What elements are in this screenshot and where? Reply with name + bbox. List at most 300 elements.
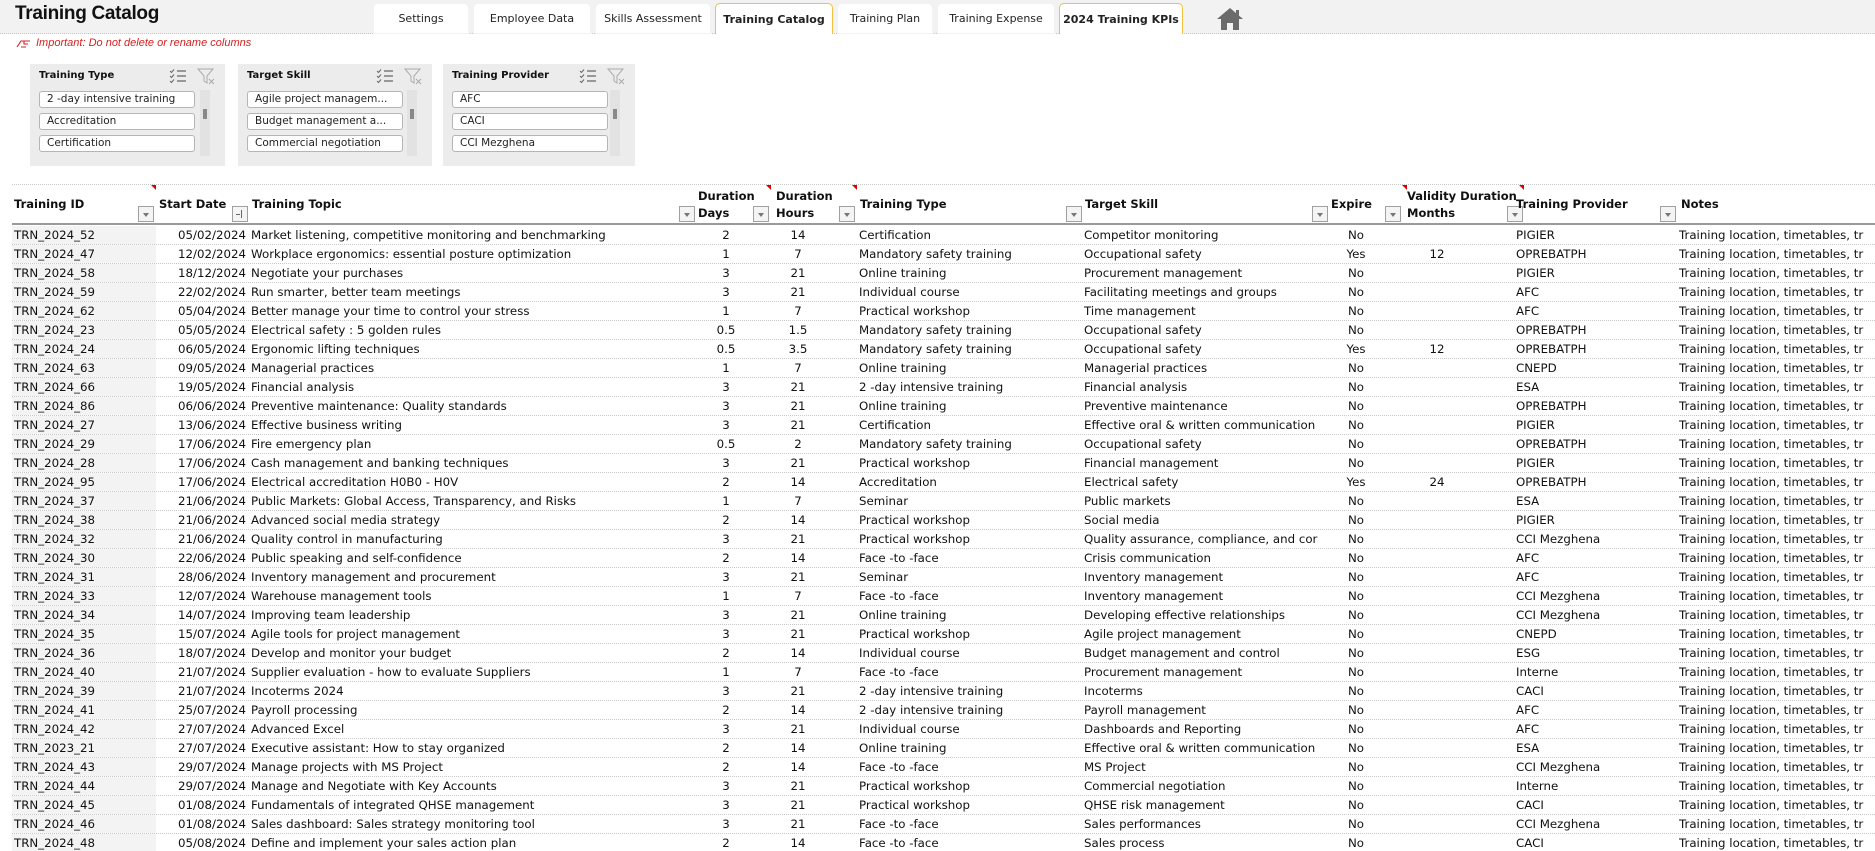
cell-duration-hours[interactable]: 7 [794, 589, 802, 603]
cell-training-topic[interactable]: Manage projects with MS Project [251, 760, 444, 774]
cell-training-id[interactable]: TRN_2024_42 [14, 722, 96, 736]
cell-training-provider[interactable]: AFC [1516, 722, 1540, 736]
cell-training-provider[interactable]: CCI Mezghena [1516, 589, 1601, 603]
cell-training-id[interactable]: TRN_2024_31 [14, 570, 96, 584]
tab-training-plan[interactable]: Training Plan [837, 3, 933, 34]
cell-training-type[interactable]: Online training [859, 361, 947, 375]
cell-duration-days[interactable]: 1 [722, 304, 730, 318]
cell-duration-days[interactable]: 3 [722, 817, 730, 831]
cell-validity-months[interactable]: 12 [1429, 247, 1445, 261]
cell-training-id[interactable]: TRN_2024_43 [14, 760, 96, 774]
cell-notes[interactable]: Training location, timetables, tr [1679, 608, 1864, 622]
cell-training-id[interactable]: TRN_2023_21 [14, 741, 96, 755]
cell-expire[interactable]: No [1347, 665, 1365, 679]
cell-training-topic[interactable]: Electrical safety : 5 golden rules [251, 323, 442, 337]
cell-duration-hours[interactable]: 2 [794, 437, 802, 451]
cell-training-topic[interactable]: Managerial practices [251, 361, 375, 375]
cell-start-date[interactable]: 22/02/2024 [178, 285, 246, 299]
cell-duration-hours[interactable]: 1.5 [788, 323, 808, 337]
cell-duration-hours[interactable]: 14 [790, 836, 806, 850]
cell-expire[interactable]: No [1347, 551, 1365, 565]
cell-start-date[interactable]: 17/06/2024 [178, 475, 246, 489]
cell-training-id[interactable]: TRN_2024_58 [14, 266, 96, 280]
cell-training-topic[interactable]: Inventory management and procurement [251, 570, 496, 584]
multi-select-button[interactable] [376, 68, 394, 86]
tab-training-expense[interactable]: Training Expense [937, 3, 1055, 34]
cell-training-topic[interactable]: Run smarter, better team meetings [251, 285, 461, 299]
cell-training-id[interactable]: TRN_2024_66 [14, 380, 96, 394]
cell-notes[interactable]: Training location, timetables, tr [1679, 703, 1864, 717]
table-row[interactable] [12, 796, 1875, 815]
cell-training-id[interactable]: TRN_2024_36 [14, 646, 96, 660]
cell-training-type[interactable]: Practical workshop [859, 456, 970, 470]
cell-training-type[interactable]: Practical workshop [859, 513, 970, 527]
cell-duration-days[interactable]: 2 [722, 228, 730, 242]
cell-notes[interactable]: Training location, timetables, tr [1679, 399, 1864, 413]
cell-training-provider[interactable]: PIGIER [1516, 418, 1555, 432]
cell-expire[interactable]: No [1347, 418, 1365, 432]
cell-duration-days[interactable]: 3 [722, 608, 730, 622]
tab-employee-data[interactable]: Employee Data [473, 3, 591, 34]
cell-start-date[interactable]: 12/02/2024 [178, 247, 246, 261]
home-button[interactable] [1215, 7, 1245, 31]
cell-target-skill[interactable]: Procurement management [1084, 266, 1243, 280]
cell-start-date[interactable]: 19/05/2024 [178, 380, 246, 394]
cell-duration-days[interactable]: 2 [722, 703, 730, 717]
cell-notes[interactable]: Training location, timetables, tr [1679, 627, 1864, 641]
cell-duration-days[interactable]: 3 [722, 456, 730, 470]
cell-start-date[interactable]: 28/06/2024 [178, 570, 246, 584]
cell-training-topic[interactable]: Electrical accreditation H0B0 - H0V [251, 475, 459, 489]
cell-training-topic[interactable]: Supplier evaluation - how to evaluate Suppliers [251, 665, 531, 679]
table-row[interactable] [12, 606, 1875, 625]
cell-target-skill[interactable]: Agile project management [1084, 627, 1241, 641]
cell-expire[interactable]: No [1347, 703, 1365, 717]
filter-dropdown-duration-days[interactable] [753, 206, 769, 222]
cell-expire[interactable]: No [1347, 437, 1365, 451]
cell-start-date[interactable]: 14/07/2024 [178, 608, 246, 622]
cell-start-date[interactable]: 27/07/2024 [178, 741, 246, 755]
cell-target-skill[interactable]: Occupational safety [1084, 342, 1202, 356]
cell-notes[interactable]: Training location, timetables, tr [1679, 285, 1864, 299]
cell-duration-days[interactable]: 1 [722, 665, 730, 679]
cell-expire[interactable]: No [1347, 589, 1365, 603]
table-row[interactable] [12, 568, 1875, 587]
cell-start-date[interactable]: 13/06/2024 [178, 418, 246, 432]
cell-training-provider[interactable]: CACI [1516, 684, 1544, 698]
cell-training-provider[interactable]: Interne [1516, 665, 1559, 679]
cell-training-type[interactable]: Online training [859, 399, 947, 413]
cell-training-provider[interactable]: ESA [1516, 494, 1540, 508]
table-row[interactable] [12, 340, 1875, 359]
cell-duration-days[interactable]: 3 [722, 418, 730, 432]
cell-start-date[interactable]: 09/05/2024 [178, 361, 246, 375]
table-row[interactable] [12, 264, 1875, 283]
cell-duration-hours[interactable]: 14 [790, 228, 806, 242]
cell-training-provider[interactable]: ESA [1516, 380, 1540, 394]
cell-start-date[interactable]: 15/07/2024 [178, 627, 246, 641]
cell-training-id[interactable]: TRN_2024_27 [14, 418, 96, 432]
cell-target-skill[interactable]: Dashboards and Reporting [1084, 722, 1242, 736]
cell-training-topic[interactable]: Preventive maintenance: Quality standards [251, 399, 507, 413]
cell-expire[interactable]: No [1347, 361, 1365, 375]
cell-duration-hours[interactable]: 21 [790, 399, 806, 413]
cell-duration-hours[interactable]: 14 [790, 760, 806, 774]
cell-start-date[interactable]: 25/07/2024 [178, 703, 246, 717]
cell-target-skill[interactable]: Inventory management [1084, 589, 1224, 603]
cell-duration-days[interactable]: 3 [722, 722, 730, 736]
cell-training-id[interactable]: TRN_2024_28 [14, 456, 96, 470]
slicer-scroll-thumb[interactable] [613, 109, 617, 119]
cell-target-skill[interactable]: Occupational safety [1084, 323, 1202, 337]
cell-training-id[interactable]: TRN_2024_35 [14, 627, 96, 641]
cell-training-id[interactable]: TRN_2024_29 [14, 437, 96, 451]
cell-duration-days[interactable]: 3 [722, 684, 730, 698]
cell-target-skill[interactable]: Payroll management [1084, 703, 1206, 717]
filter-dropdown-target-skill[interactable] [1312, 206, 1328, 222]
table-row[interactable] [12, 549, 1875, 568]
cell-training-id[interactable]: TRN_2024_63 [14, 361, 96, 375]
cell-duration-days[interactable]: 3 [722, 285, 730, 299]
cell-start-date[interactable]: 21/06/2024 [178, 513, 246, 527]
cell-expire[interactable]: No [1347, 380, 1365, 394]
cell-start-date[interactable]: 29/07/2024 [178, 779, 246, 793]
tab-settings[interactable]: Settings [373, 3, 469, 34]
cell-duration-days[interactable]: 0.5 [716, 437, 736, 451]
cell-expire[interactable]: No [1347, 513, 1365, 527]
cell-training-topic[interactable]: Develop and monitor your budget [251, 646, 452, 660]
cell-target-skill[interactable]: Financial management [1084, 456, 1219, 470]
cell-training-provider[interactable]: AFC [1516, 304, 1540, 318]
cell-duration-hours[interactable]: 21 [790, 722, 806, 736]
slicer-item[interactable]: 2 -day intensive training [39, 91, 195, 108]
cell-expire[interactable]: No [1347, 798, 1365, 812]
cell-notes[interactable]: Training location, timetables, tr [1679, 551, 1864, 565]
cell-duration-days[interactable]: 2 [722, 836, 730, 850]
filter-dropdown-training-topic[interactable] [679, 206, 695, 222]
cell-duration-days[interactable]: 0.5 [716, 323, 736, 337]
cell-validity-months[interactable]: 12 [1429, 342, 1445, 356]
table-row[interactable] [12, 416, 1875, 435]
cell-training-type[interactable]: Seminar [859, 570, 909, 584]
cell-start-date[interactable]: 05/08/2024 [178, 836, 246, 850]
cell-training-provider[interactable]: CCI Mezghena [1516, 532, 1601, 546]
cell-notes[interactable]: Training location, timetables, tr [1679, 380, 1864, 394]
cell-target-skill[interactable]: Effective oral & written communication [1084, 418, 1316, 432]
cell-target-skill[interactable]: Sales performances [1084, 817, 1201, 831]
slicer-item[interactable]: Agile project managem... [247, 91, 403, 108]
cell-training-topic[interactable]: Payroll processing [251, 703, 358, 717]
cell-training-topic[interactable]: Better manage your time to control your stress [251, 304, 530, 318]
cell-expire[interactable]: No [1347, 570, 1365, 584]
cell-target-skill[interactable]: Quality assurance, compliance, and cor [1084, 532, 1318, 546]
cell-duration-days[interactable]: 2 [722, 513, 730, 527]
cell-duration-days[interactable]: 2 [722, 760, 730, 774]
cell-notes[interactable]: Training location, timetables, tr [1679, 836, 1864, 850]
cell-training-type[interactable]: Face -to -face [859, 760, 939, 774]
cell-duration-hours[interactable]: 14 [790, 475, 806, 489]
cell-start-date[interactable]: 06/06/2024 [178, 399, 246, 413]
multi-select-button[interactable] [169, 68, 187, 86]
cell-expire[interactable]: Yes [1346, 475, 1366, 489]
table-row[interactable] [12, 587, 1875, 606]
cell-start-date[interactable]: 22/06/2024 [178, 551, 246, 565]
slicer-item[interactable]: Certification [39, 135, 195, 152]
cell-training-type[interactable]: 2 -day intensive training [859, 703, 1004, 717]
cell-training-provider[interactable]: Interne [1516, 779, 1559, 793]
cell-training-topic[interactable]: Advanced social media strategy [251, 513, 441, 527]
table-row[interactable] [12, 625, 1875, 644]
cell-training-provider[interactable]: CCI Mezghena [1516, 760, 1601, 774]
cell-duration-days[interactable]: 3 [722, 627, 730, 641]
cell-expire[interactable]: Yes [1346, 342, 1366, 356]
cell-duration-hours[interactable]: 21 [790, 817, 806, 831]
cell-training-type[interactable]: Practical workshop [859, 304, 970, 318]
cell-training-type[interactable]: Certification [859, 228, 931, 242]
cell-notes[interactable]: Training location, timetables, tr [1679, 361, 1864, 375]
tab-2024-training-kpis[interactable]: 2024 Training KPIs [1059, 3, 1183, 34]
cell-target-skill[interactable]: Electrical safety [1084, 475, 1179, 489]
cell-training-provider[interactable]: PIGIER [1516, 513, 1555, 527]
cell-duration-hours[interactable]: 14 [790, 741, 806, 755]
cell-expire[interactable]: Yes [1346, 247, 1366, 261]
cell-duration-days[interactable]: 1 [722, 589, 730, 603]
cell-training-topic[interactable]: Fire emergency plan [251, 437, 372, 451]
cell-training-id[interactable]: TRN_2024_52 [14, 228, 96, 242]
cell-duration-hours[interactable]: 21 [790, 456, 806, 470]
cell-target-skill[interactable]: Occupational safety [1084, 247, 1202, 261]
cell-training-type[interactable]: Seminar [859, 494, 909, 508]
cell-training-topic[interactable]: Fundamentals of integrated QHSE management [251, 798, 535, 812]
cell-training-provider[interactable]: CCI Mezghena [1516, 817, 1601, 831]
slicer-item[interactable]: CACI [452, 113, 608, 130]
cell-training-provider[interactable]: OPREBATPH [1516, 342, 1587, 356]
table-row[interactable] [12, 397, 1875, 416]
cell-duration-hours[interactable]: 7 [794, 361, 802, 375]
cell-notes[interactable]: Training location, timetables, tr [1679, 228, 1864, 242]
cell-notes[interactable]: Training location, timetables, tr [1679, 570, 1864, 584]
cell-expire[interactable]: No [1347, 532, 1365, 546]
cell-training-provider[interactable]: CCI Mezghena [1516, 608, 1601, 622]
table-row[interactable] [12, 511, 1875, 530]
cell-expire[interactable]: No [1347, 304, 1365, 318]
cell-target-skill[interactable]: Sales process [1084, 836, 1165, 850]
cell-expire[interactable]: No [1347, 646, 1365, 660]
cell-training-provider[interactable]: OPREBATPH [1516, 399, 1587, 413]
cell-duration-hours[interactable]: 7 [794, 665, 802, 679]
table-row[interactable] [12, 644, 1875, 663]
cell-duration-days[interactable]: 2 [722, 551, 730, 565]
cell-duration-hours[interactable]: 14 [790, 646, 806, 660]
slicer-scroll-thumb[interactable] [410, 109, 414, 119]
cell-duration-hours[interactable]: 14 [790, 551, 806, 565]
cell-duration-hours[interactable]: 7 [794, 247, 802, 261]
cell-duration-days[interactable]: 3 [722, 570, 730, 584]
cell-duration-hours[interactable]: 21 [790, 627, 806, 641]
table-row[interactable] [12, 321, 1875, 340]
cell-training-provider[interactable]: AFC [1516, 285, 1540, 299]
filter-dropdown-training-provider[interactable] [1660, 206, 1676, 222]
cell-training-provider[interactable]: OPREBATPH [1516, 323, 1587, 337]
cell-expire[interactable]: No [1347, 399, 1365, 413]
table-row[interactable] [12, 454, 1875, 473]
cell-expire[interactable]: No [1347, 760, 1365, 774]
cell-duration-hours[interactable]: 21 [790, 779, 806, 793]
cell-duration-hours[interactable]: 21 [790, 285, 806, 299]
cell-target-skill[interactable]: QHSE risk management [1084, 798, 1225, 812]
slicer-scrollbar[interactable] [200, 90, 210, 156]
cell-training-provider[interactable]: ESA [1516, 741, 1540, 755]
cell-start-date[interactable]: 29/07/2024 [178, 760, 246, 774]
cell-training-id[interactable]: TRN_2024_38 [14, 513, 96, 527]
cell-training-provider[interactable]: ESG [1516, 646, 1541, 660]
cell-start-date[interactable]: 06/05/2024 [178, 342, 246, 356]
cell-notes[interactable]: Training location, timetables, tr [1679, 456, 1864, 470]
table-row[interactable] [12, 302, 1875, 321]
cell-start-date[interactable]: 27/07/2024 [178, 722, 246, 736]
cell-training-type[interactable]: Individual course [859, 722, 960, 736]
cell-target-skill[interactable]: Preventive maintenance [1084, 399, 1228, 413]
cell-training-provider[interactable]: OPREBATPH [1516, 475, 1587, 489]
cell-training-type[interactable]: Mandatory safety training [859, 437, 1012, 451]
cell-notes[interactable]: Training location, timetables, tr [1679, 665, 1864, 679]
cell-duration-days[interactable]: 3 [722, 532, 730, 546]
cell-training-provider[interactable]: AFC [1516, 703, 1540, 717]
cell-expire[interactable]: No [1347, 836, 1365, 850]
cell-training-type[interactable]: Individual course [859, 285, 960, 299]
cell-training-provider[interactable]: AFC [1516, 551, 1540, 565]
cell-training-topic[interactable]: Workplace ergonomics: essential posture optimization [251, 247, 572, 261]
table-row[interactable] [12, 359, 1875, 378]
cell-expire[interactable]: No [1347, 608, 1365, 622]
cell-training-provider[interactable]: CACI [1516, 798, 1544, 812]
cell-training-type[interactable]: Practical workshop [859, 532, 970, 546]
cell-training-id[interactable]: TRN_2024_30 [14, 551, 96, 565]
cell-notes[interactable]: Training location, timetables, tr [1679, 817, 1864, 831]
cell-notes[interactable]: Training location, timetables, tr [1679, 475, 1864, 489]
cell-training-id[interactable]: TRN_2024_39 [14, 684, 96, 698]
cell-duration-days[interactable]: 1 [722, 494, 730, 508]
cell-expire[interactable]: No [1347, 323, 1365, 337]
cell-notes[interactable]: Training location, timetables, tr [1679, 760, 1864, 774]
cell-duration-hours[interactable]: 21 [790, 532, 806, 546]
filter-dropdown-expire[interactable] [1385, 206, 1401, 222]
cell-expire[interactable]: No [1347, 494, 1365, 508]
cell-training-topic[interactable]: Sales dashboard: Sales strategy monitoring tool [251, 817, 535, 831]
cell-target-skill[interactable]: Inventory management [1084, 570, 1224, 584]
cell-training-provider[interactable]: OPREBATPH [1516, 437, 1587, 451]
cell-training-topic[interactable]: Financial analysis [251, 380, 355, 394]
cell-training-id[interactable]: TRN_2024_37 [14, 494, 96, 508]
cell-training-id[interactable]: TRN_2024_33 [14, 589, 96, 603]
cell-training-type[interactable]: Face -to -face [859, 836, 939, 850]
cell-training-provider[interactable]: CACI [1516, 836, 1544, 850]
cell-notes[interactable]: Training location, timetables, tr [1679, 722, 1864, 736]
cell-notes[interactable]: Training location, timetables, tr [1679, 589, 1864, 603]
cell-expire[interactable]: No [1347, 817, 1365, 831]
cell-notes[interactable]: Training location, timetables, tr [1679, 418, 1864, 432]
cell-target-skill[interactable]: Commercial negotiation [1084, 779, 1226, 793]
cell-duration-days[interactable]: 3 [722, 399, 730, 413]
cell-training-topic[interactable]: Advanced Excel [251, 722, 345, 736]
cell-target-skill[interactable]: Time management [1084, 304, 1196, 318]
cell-expire[interactable]: No [1347, 741, 1365, 755]
tab-skills-assessment[interactable]: Skills Assessment [595, 3, 711, 34]
cell-target-skill[interactable]: Public markets [1084, 494, 1171, 508]
cell-start-date[interactable]: 05/05/2024 [178, 323, 246, 337]
cell-start-date[interactable]: 17/06/2024 [178, 437, 246, 451]
cell-training-provider[interactable]: AFC [1516, 570, 1540, 584]
cell-notes[interactable]: Training location, timetables, tr [1679, 342, 1864, 356]
cell-training-provider[interactable]: PIGIER [1516, 456, 1555, 470]
cell-target-skill[interactable]: Developing effective relationships [1084, 608, 1286, 622]
cell-training-topic[interactable]: Incoterms 2024 [251, 684, 344, 698]
cell-duration-hours[interactable]: 21 [790, 380, 806, 394]
cell-duration-hours[interactable]: 21 [790, 570, 806, 584]
cell-training-type[interactable]: Certification [859, 418, 931, 432]
cell-training-id[interactable]: TRN_2024_24 [14, 342, 96, 356]
cell-notes[interactable]: Training location, timetables, tr [1679, 798, 1864, 812]
slicer-item[interactable]: CCI Mezghena [452, 135, 608, 152]
table-row[interactable] [12, 720, 1875, 739]
cell-target-skill[interactable]: Occupational safety [1084, 437, 1202, 451]
cell-training-type[interactable]: 2 -day intensive training [859, 684, 1004, 698]
cell-notes[interactable]: Training location, timetables, tr [1679, 323, 1864, 337]
cell-training-id[interactable]: TRN_2024_86 [14, 399, 96, 413]
filter-dropdown-duration-hours[interactable] [839, 206, 855, 222]
cell-training-id[interactable]: TRN_2024_44 [14, 779, 96, 793]
cell-notes[interactable]: Training location, timetables, tr [1679, 266, 1864, 280]
slicer-item[interactable]: Accreditation [39, 113, 195, 130]
cell-training-type[interactable]: Online training [859, 608, 947, 622]
slicer-item[interactable]: Commercial negotiation [247, 135, 403, 152]
cell-expire[interactable]: No [1347, 228, 1365, 242]
cell-training-id[interactable]: TRN_2024_34 [14, 608, 96, 622]
cell-training-type[interactable]: Mandatory safety training [859, 247, 1012, 261]
cell-duration-days[interactable]: 3 [722, 266, 730, 280]
slicer-item[interactable]: Budget management a... [247, 113, 403, 130]
table-row[interactable] [12, 663, 1875, 682]
cell-duration-days[interactable]: 1 [722, 247, 730, 261]
clear-filter-button[interactable] [404, 68, 422, 86]
table-row[interactable] [12, 701, 1875, 720]
clear-filter-button[interactable] [197, 68, 215, 86]
tab-training-catalog[interactable]: Training Catalog [715, 3, 833, 34]
cell-training-id[interactable]: TRN_2024_41 [14, 703, 96, 717]
cell-duration-days[interactable]: 3 [722, 798, 730, 812]
slicer-scrollbar[interactable] [407, 90, 417, 156]
cell-duration-hours[interactable]: 21 [790, 608, 806, 622]
cell-training-type[interactable]: 2 -day intensive training [859, 380, 1004, 394]
cell-training-topic[interactable]: Improving team leadership [251, 608, 411, 622]
cell-training-topic[interactable]: Define and implement your sales action plan [251, 836, 517, 850]
cell-training-provider[interactable]: CNEPD [1516, 361, 1557, 375]
table-row[interactable] [12, 473, 1875, 492]
cell-training-id[interactable]: TRN_2024_46 [14, 817, 96, 831]
cell-duration-days[interactable]: 3 [722, 380, 730, 394]
cell-notes[interactable]: Training location, timetables, tr [1679, 437, 1864, 451]
table-row[interactable] [12, 378, 1875, 397]
cell-duration-hours[interactable]: 7 [794, 304, 802, 318]
cell-training-topic[interactable]: Negotiate your purchases [251, 266, 404, 280]
cell-training-topic[interactable]: Ergonomic lifting techniques [251, 342, 420, 356]
cell-training-provider[interactable]: PIGIER [1516, 266, 1555, 280]
cell-notes[interactable]: Training location, timetables, tr [1679, 247, 1864, 261]
cell-training-id[interactable]: TRN_2024_47 [14, 247, 96, 261]
slicer-scroll-thumb[interactable] [203, 109, 207, 119]
cell-training-type[interactable]: Accreditation [859, 475, 937, 489]
cell-target-skill[interactable]: Managerial practices [1084, 361, 1208, 375]
